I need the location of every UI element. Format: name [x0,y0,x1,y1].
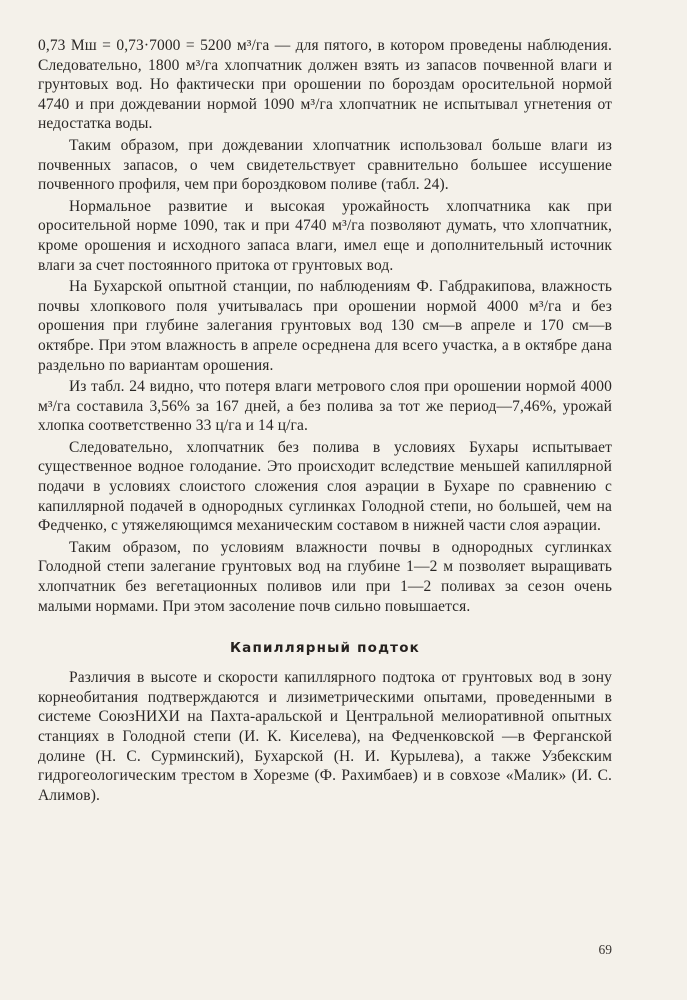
section-paragraph-1: Различия в высоте и скорости капиллярного подтока от грунтовых вод в зону корнеобитания подтверждаются и лизиметрическими опытами, проведенными в системе СоюзНИХИ на Пахта-аральской и Центральной мелиоративной опытных станциях в Голодной степи (И. К. Киселева), на Федченковской —в Ферганской долине (Н. С. Сурминский), Бухарской (Н. И. Курылева), а также Узбекским гидрогеологическим трестом в Хорезме (Ф. Рахимбаев) и в совхозе «Малик» (И. С. Алимов). [38,669,612,804]
paragraph-5: Из табл. 24 видно, что потеря влаги метрового слоя при орошении нормой 4000 м³/га составила 3,56% за 167 дней, а без полива за тот же период—7,46%, урожай хлопка соответственно 33 ц/га и 14 ц/га. [38,378,612,435]
paragraph-4: На Бухарской опытной станции, по наблюдениям Ф. Габдракипова, влажность почвы хлопкового поля учитывалась при орошении нормой 4000 м³/га и без орошения при глубине залегания грунтовых вод 130 см—в апреле и 170 см—в октябре. При этом влажность в апреле осреднена для всего участка, а в октябре дана раздельно по вариантам орошения. [38,278,612,374]
paragraph-3: Нормальное развитие и высокая урожайность хлопчатника как при оросительной норме 1090, так и при 4740 м³/га позволяют думать, что хлопчатник, кроме орошения и исходного запаса влаги, имел еще и дополнительный источник влаги за счет постоянного притока от грунтовых вод. [38,197,612,274]
paragraph-6: Следовательно, хлопчатник без полива в условиях Бухары испытывает существенное водное голодание. Это происходит вследствие меньшей капиллярной подачи в условиях слоистого сложения слоя аэрации в Бухаре по сравнению с капиллярной подачей в однородных суглинках Голодной степи, но большей, чем на Федченко, с утяжеляющимся механическим составом в нижней части слоя аэрации. [38,438,612,535]
paragraph-7: Таким образом, по условиям влажности почвы в однородных суглинках Голодной степи залегание грунтовых вод на глубине 1—2 м позволяет выращивать хлопчатник без вегетационных поливов или при 1—2 поливах за сезон очень малыми нормами. При этом засоление почв сильно повышается. [38,538,612,615]
paragraph-2: Таким образом, при дождевании хлопчатник использовал больше влаги из почвенных запасов, о чем свидетельствует сравнительно большее иссушение почвенного профиля, чем при бороздковом поливе (табл. 24). [38,136,612,194]
section-heading: Капиллярный подток [229,640,421,657]
page-number: 69 [598,942,612,957]
book-page [38,36,612,971]
paragraph-1: 0,73 Mш = 0,73·7000 = 5200 м³/га — для пятого, в котором проведены наблюдения. Следовательно, 1800 м³/га хлопчатник должен взять из запасов почвенной влаги и грунтовых вод. Но фактически при орошении по бороздам оросительной нормой 4740 и при дождевании нормой 1090 м³/га хлопчатник не испытывал угнетения от недостатка воды. [38,37,612,133]
